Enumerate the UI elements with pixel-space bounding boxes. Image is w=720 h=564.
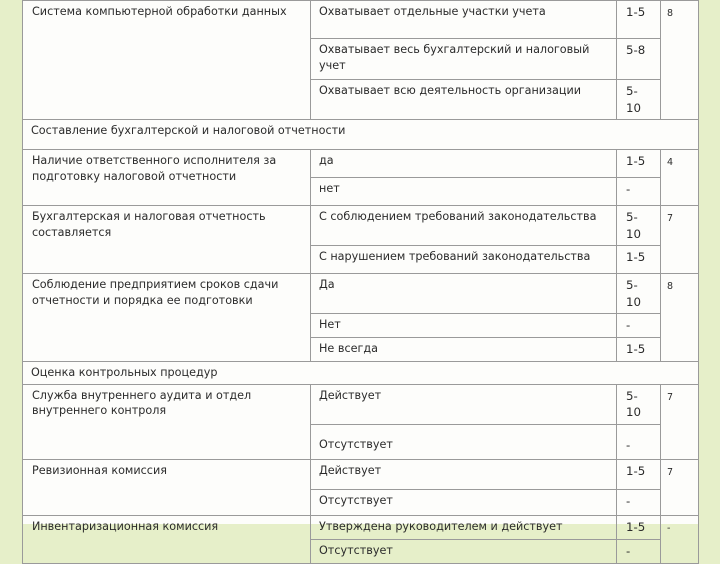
score-range-cell: 5-10 <box>617 80 661 120</box>
option-cell: Охватывает весь бухгалтерский и налоговый учет <box>311 39 617 80</box>
option-cell: Действует <box>311 384 617 424</box>
score-range-cell: 5-10 <box>617 384 661 424</box>
table-row <box>23 206 699 246</box>
score-range-cell: 1-5 <box>617 338 661 362</box>
table-row <box>23 150 699 178</box>
score-range-cell: 5-10 <box>617 206 661 246</box>
score-range-cell: 5-8 <box>617 39 661 80</box>
score-range-cell: - <box>617 178 661 206</box>
table-row <box>23 384 699 424</box>
document-sheet <box>22 0 698 559</box>
option-cell: Не всегда <box>311 338 617 362</box>
option-cell: Отсутствует <box>311 540 617 564</box>
criterion-cell: Соблюдение предприятием сроков сдачи отчетности и порядка ее подготовки <box>23 274 311 362</box>
score-cell: 7 <box>661 206 699 274</box>
table-row <box>23 362 699 385</box>
criterion-cell: Наличие ответственного исполнителя за подготовку налоговой отчетности <box>23 150 311 206</box>
score-cell: 8 <box>661 1 699 120</box>
score-range-cell: - <box>617 314 661 338</box>
table-row <box>23 1 699 39</box>
option-cell: Действует <box>311 460 617 490</box>
score-cell: 7 <box>661 384 699 460</box>
criterion-cell: Система компьютерной обработки данных <box>23 1 311 120</box>
score-range-cell: - <box>617 540 661 564</box>
score-range-cell: 1-5 <box>617 150 661 178</box>
option-cell: Охватывает отдельные участки учета <box>311 1 617 39</box>
option-cell: Отсутствует <box>311 490 617 516</box>
score-range-cell: - <box>617 424 661 460</box>
score-cell: 8 <box>661 274 699 362</box>
section-heading: Оценка контрольных процедур <box>23 362 699 385</box>
score-range-cell: - <box>617 490 661 516</box>
table-row <box>23 120 699 150</box>
criterion-cell: Инвентаризационная комиссия <box>23 516 311 564</box>
score-range-cell: 1-5 <box>617 460 661 490</box>
option-cell: С соблюдением требований законодательства <box>311 206 617 246</box>
option-cell: нет <box>311 178 617 206</box>
score-cell: 7 <box>661 460 699 516</box>
table-row <box>23 516 699 540</box>
criterion-cell: Бухгалтерская и налоговая отчетность составляется <box>23 206 311 274</box>
option-cell: Нет <box>311 314 617 338</box>
option-cell: С нарушением требований законодательства <box>311 246 617 274</box>
table-row <box>23 274 699 314</box>
score-range-cell: 1-5 <box>617 1 661 39</box>
assessment-table <box>22 0 699 564</box>
table-row <box>23 460 699 490</box>
criterion-cell: Ревизионная комиссия <box>23 460 311 516</box>
score-range-cell: 5-10 <box>617 274 661 314</box>
option-cell: Охватывает всю деятельность организации <box>311 80 617 120</box>
score-cell: - <box>661 516 699 564</box>
criterion-cell: Служба внутреннего аудита и отдел внутреннего контроля <box>23 384 311 460</box>
section-heading: Составление бухгалтерской и налоговой отчетности <box>23 120 699 150</box>
score-range-cell: 1-5 <box>617 516 661 540</box>
option-cell: Отсутствует <box>311 424 617 460</box>
option-cell: да <box>311 150 617 178</box>
option-cell: Да <box>311 274 617 314</box>
option-cell: Утверждена руководителем и действует <box>311 516 617 540</box>
score-range-cell: 1-5 <box>617 246 661 274</box>
score-cell: 4 <box>661 150 699 206</box>
